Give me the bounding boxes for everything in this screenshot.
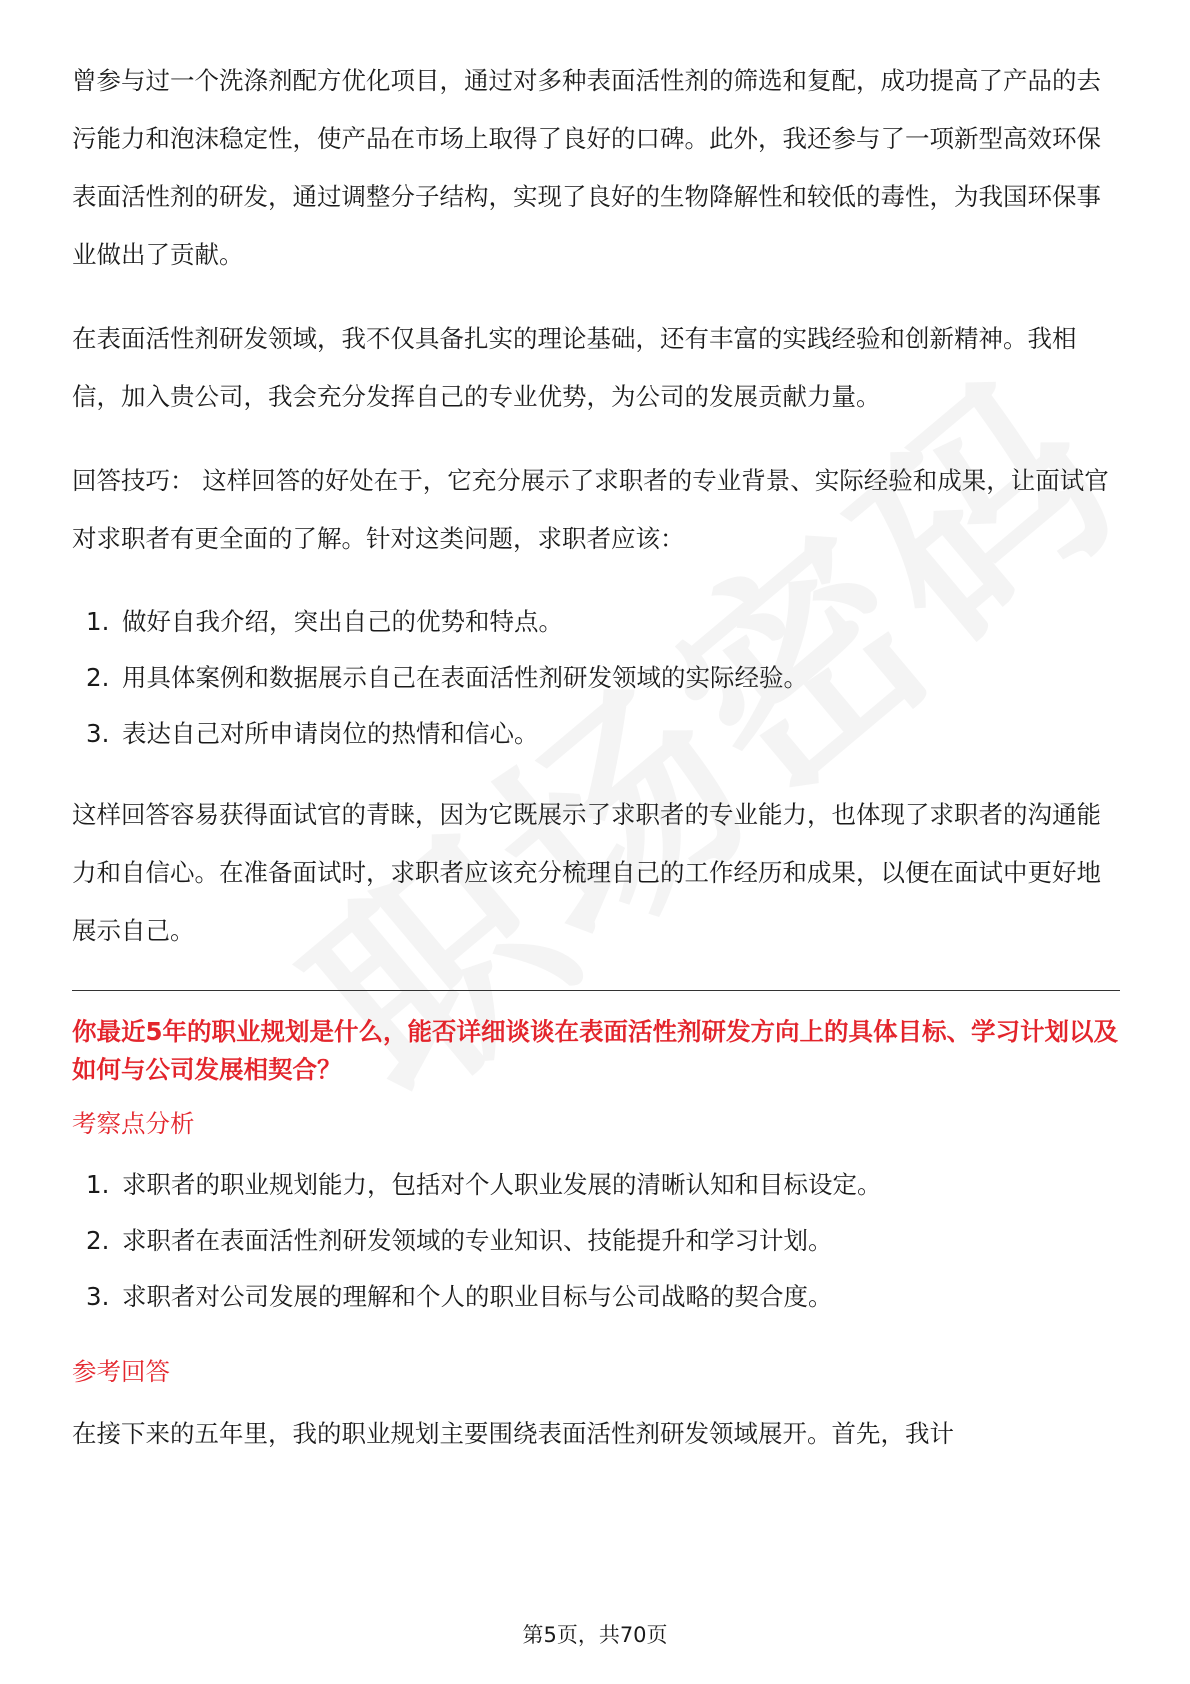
- list-item: [72, 1157, 1120, 1213]
- paragraph-project-experience: 曾参与过一个洗涤剂配方优化项目，通过对多种表面活性剂的筛选和复配，成功提高了产品的去污能力和泡沫稳定性，使产品在市场上取得了良好的口碑。此外，我还参与了一项新型高效环保表面活性剂的研发，通过调整分子结构，实现了良好的生物降解性和较低的毒性，为我国环保事业做出了贡献。: [72, 66, 1101, 269]
- list-item-text: 求职者的职业规划能力，包括对个人职业发展的清晰认知和目标设定。: [122, 1170, 882, 1199]
- list-item: [72, 1269, 1120, 1325]
- list-item: [72, 706, 1120, 762]
- list-item-text: 表达自己对所申请岗位的热情和信心。: [122, 719, 539, 748]
- list-item: [72, 594, 1120, 650]
- list-item-text: 用具体案例和数据展示自己在表面活性剂研发领域的实际经验。: [122, 663, 808, 692]
- page-content: [72, 52, 1120, 1489]
- paragraph-summary: 在表面活性剂研发领域，我不仅具备扎实的理论基础，还有丰富的实践经验和创新精神。我相信，加入贵公司，我会充分发挥自己的专业优势，为公司的发展贡献力量。: [72, 324, 1077, 411]
- section-divider: [72, 990, 1120, 991]
- reference-heading: 参考回答: [72, 1357, 170, 1386]
- analysis-list: [72, 1157, 1120, 1325]
- analysis-heading: 考察点分析: [72, 1109, 195, 1138]
- page-footer: 第5页，共70页: [522, 1623, 668, 1647]
- paragraph-conclusion: 这样回答容易获得面试官的青睐，因为它既展示了求职者的专业能力，也体现了求职者的沟通能力和自信心。在准备面试时，求职者应该充分梳理自己的工作经历和成果，以便在面试中更好地展示自己。: [72, 800, 1101, 945]
- reference-answer-text: 在接下来的五年里，我的职业规划主要围绕表面活性剂研发领域展开。首先，我计: [72, 1419, 954, 1448]
- list-number: 1.: [86, 1170, 110, 1199]
- list-item: [72, 650, 1120, 706]
- list-number: 2.: [86, 1226, 110, 1255]
- paragraph-answer-tips: 回答技巧： 这样回答的好处在于，它充分展示了求职者的专业背景、实际经验和成果，让面试官对求职者有更全面的了解。针对这类问题，求职者应该：: [72, 466, 1109, 553]
- list-item: [72, 1213, 1120, 1269]
- list-item-text: 求职者在表面活性剂研发领域的专业知识、技能提升和学习计划。: [122, 1226, 833, 1255]
- list-number: 3.: [86, 1282, 110, 1311]
- list-item-text: 求职者对公司发展的理解和个人的职业目标与公司战略的契合度。: [122, 1282, 833, 1311]
- tips-list: [72, 594, 1120, 762]
- list-number: 3.: [86, 719, 110, 748]
- list-number: 2.: [86, 663, 110, 692]
- list-number: 1.: [86, 607, 110, 636]
- interview-question: 你最近5年的职业规划是什么，能否详细谈谈在表面活性剂研发方向上的具体目标、学习计划以及如何与公司发展相契合？: [72, 1017, 1119, 1084]
- list-item-text: 做好自我介绍，突出自己的优势和特点。: [122, 607, 563, 636]
